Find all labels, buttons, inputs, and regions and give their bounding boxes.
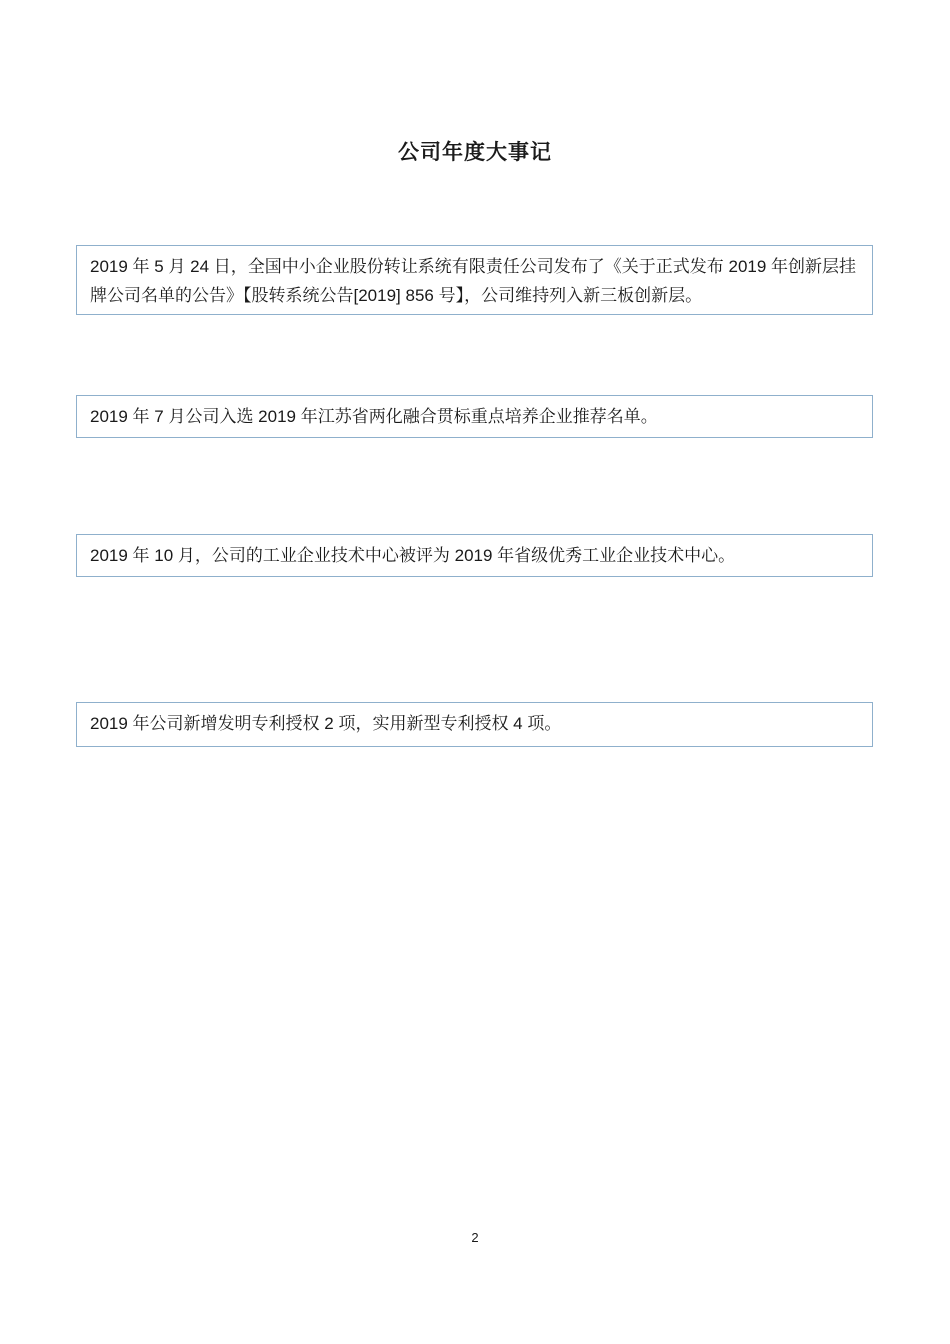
event-text: 2019 年 5 月 24 日，全国中小企业股份转让系统有限责任公司发布了《关于正式发布 2019 年创新层挂牌公司名单的公告》【股转系统公告[2019] 856 号】，公司维持列入新三板创新层。: [90, 257, 857, 305]
event-text: 2019 年 10 月，公司的工业企业技术中心被评为 2019 年省级优秀工业企业技术中心。: [90, 546, 736, 565]
page-title: 公司年度大事记: [398, 141, 552, 164]
page-number: 2: [471, 1230, 479, 1245]
event-box-4: [76, 702, 873, 747]
event-box-1: [76, 245, 873, 315]
event-text: 2019 年公司新增发明专利授权 2 项，实用新型专利授权 4 项。: [90, 714, 562, 733]
event-text: 2019 年 7 月公司入选 2019 年江苏省两化融合贯标重点培养企业推荐名单。: [90, 407, 658, 426]
event-box-2: [76, 395, 873, 438]
event-box-3: [76, 534, 873, 577]
